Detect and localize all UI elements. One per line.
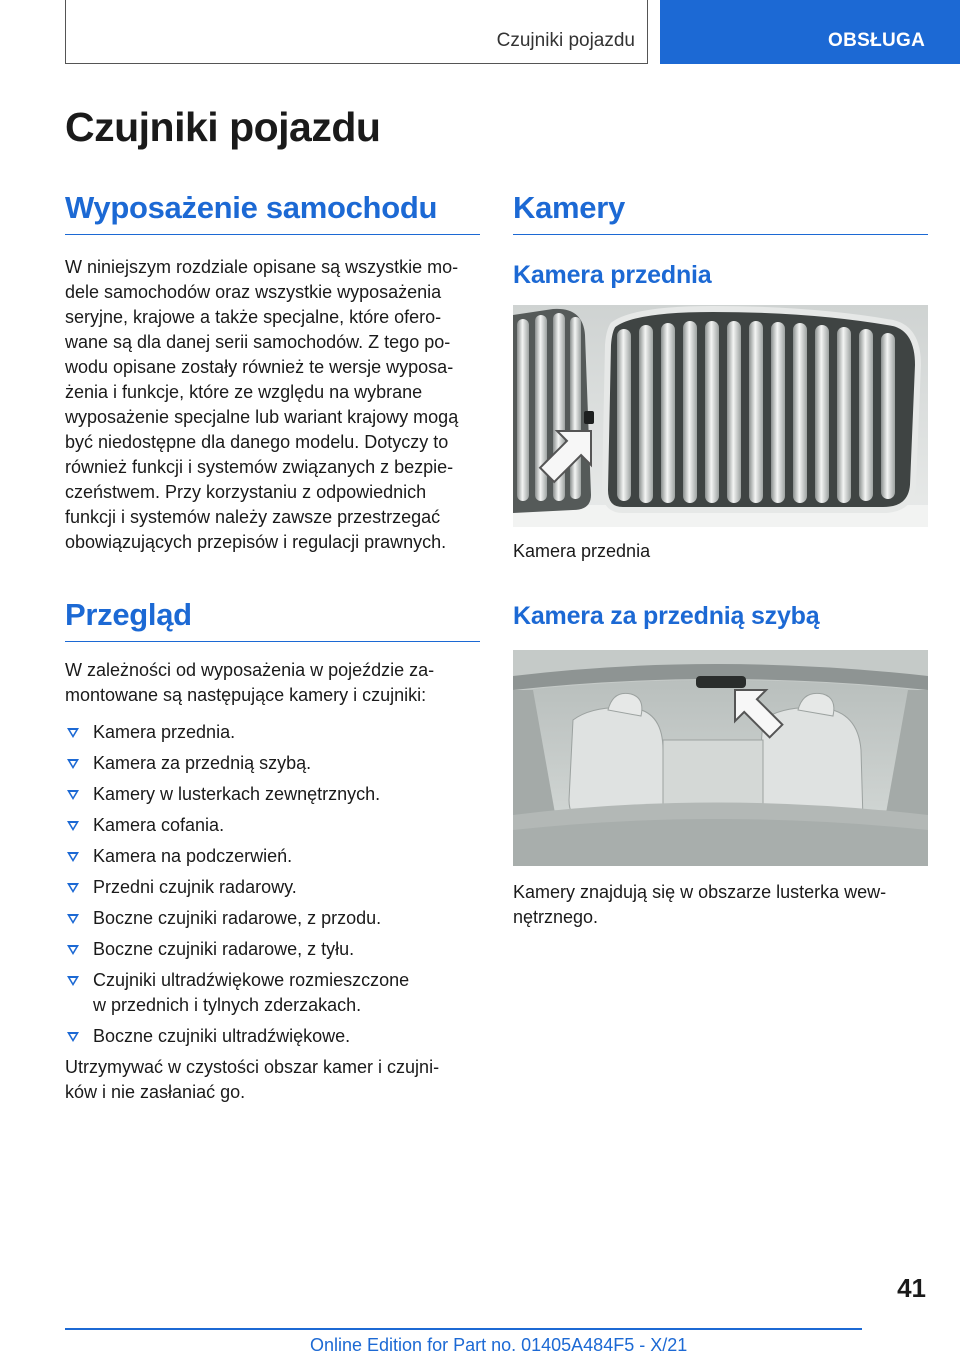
overview-outro bbox=[65, 1055, 480, 1105]
windshield-camera-image bbox=[513, 650, 928, 866]
triangle-bullet-icon bbox=[67, 728, 79, 738]
list-item: Kamera przednia. bbox=[65, 720, 480, 745]
text-line: być niedostępne dla danego modelu. Dotyczy to bbox=[65, 432, 449, 452]
left-column bbox=[65, 190, 480, 1105]
front-camera-image bbox=[513, 305, 928, 527]
sensor-list bbox=[65, 720, 480, 1049]
header-section-label: Czujniki pojazdu bbox=[496, 30, 635, 51]
kidney-grille-illustration bbox=[513, 305, 928, 527]
front-camera-caption: Kamera przednia bbox=[513, 541, 651, 561]
list-item: Boczne czujniki radarowe, z tyłu. bbox=[65, 937, 480, 962]
list-item: Przedni czujnik radarowy. bbox=[65, 875, 480, 900]
list-item: Kamera za przednią szybą. bbox=[65, 751, 480, 776]
text-line: funkcji i systemów należy zawsze przestrzegać bbox=[65, 507, 441, 527]
triangle-bullet-icon bbox=[67, 1032, 79, 1042]
list-item: Boczne czujniki radarowe, z przodu. bbox=[65, 906, 480, 931]
list-item: Czujniki ultradźwiękowe rozmieszczone w przednich i tylnych zderzakach. bbox=[65, 968, 480, 1018]
text-line: wane są dla danej serii samochodów. Z tego po- bbox=[65, 332, 451, 352]
text-line: również funkcji i systemów związanych z bezpie- bbox=[65, 457, 454, 477]
edition-text: Online Edition for Part no. 01405A484F5 - X/21 bbox=[310, 1335, 688, 1355]
front-camera-heading: Kamera przednia bbox=[513, 261, 712, 289]
windshield-camera-caption bbox=[513, 880, 928, 930]
text-line: ków i nie zasłaniać go. bbox=[65, 1082, 246, 1102]
triangle-bullet-icon bbox=[67, 976, 79, 986]
overview-heading: Przegląd bbox=[65, 597, 480, 642]
text-line: żenia i funkcje, które ze względu na wybrane bbox=[65, 382, 423, 402]
triangle-bullet-icon bbox=[67, 914, 79, 924]
triangle-bullet-icon bbox=[67, 821, 79, 831]
car-interior-illustration bbox=[513, 650, 928, 866]
text-line: W niniejszym rozdziale opisane są wszystkie mo- bbox=[65, 257, 459, 277]
text-line: wodu opisane zostały również te wersje wyposa- bbox=[65, 357, 454, 377]
triangle-bullet-icon bbox=[67, 759, 79, 769]
text-line: dele samochodów oraz wszystkie wyposażenia bbox=[65, 282, 442, 302]
triangle-bullet-icon bbox=[67, 852, 79, 862]
header-chapter-label: OBSŁUGA bbox=[828, 30, 926, 51]
text-line: seryjne, krajowe a także specjalne, które ofero- bbox=[65, 307, 442, 327]
equipment-paragraph bbox=[65, 255, 480, 555]
triangle-bullet-icon bbox=[67, 945, 79, 955]
list-item: Kamera cofania. bbox=[65, 813, 480, 838]
overview-intro bbox=[65, 658, 480, 708]
triangle-bullet-icon bbox=[67, 883, 79, 893]
cameras-heading: Kamery bbox=[513, 190, 928, 235]
equipment-heading: Wyposażenie samochodu bbox=[65, 190, 480, 235]
header-section-tab bbox=[65, 0, 648, 64]
text-line: Utrzymywać w czystości obszar kamer i czujni- bbox=[65, 1057, 440, 1077]
windshield-camera-heading: Kamera za przednią szybą bbox=[513, 602, 820, 630]
text-line: nętrznego. bbox=[513, 907, 599, 927]
page-title: Czujniki pojazdu bbox=[65, 104, 381, 150]
page-number: 41 bbox=[897, 1273, 926, 1303]
text-line: W zależności od wyposażenia w pojeździe za- bbox=[65, 660, 435, 680]
text-line: czeństwem. Przy korzystaniu z odpowiednich bbox=[65, 482, 427, 502]
triangle-bullet-icon bbox=[67, 790, 79, 800]
right-column bbox=[513, 190, 928, 290]
list-item: Kamera na podczerwień. bbox=[65, 844, 480, 869]
list-item: Kamery w lusterkach zewnętrznych. bbox=[65, 782, 480, 807]
text-line: wyposażenie specjalne lub wariant krajowy mogą bbox=[65, 407, 459, 427]
footer-divider bbox=[65, 1328, 862, 1330]
text-line: Kamery znajdują się w obszarze lusterka wew- bbox=[513, 882, 887, 902]
header-chapter-tab bbox=[660, 0, 960, 64]
text-line: obowiązujących przepisów i regulacji prawnych. bbox=[65, 532, 447, 552]
text-line: montowane są następujące kamery i czujniki: bbox=[65, 685, 427, 705]
list-item: Boczne czujniki ultradźwiękowe. bbox=[65, 1024, 480, 1049]
